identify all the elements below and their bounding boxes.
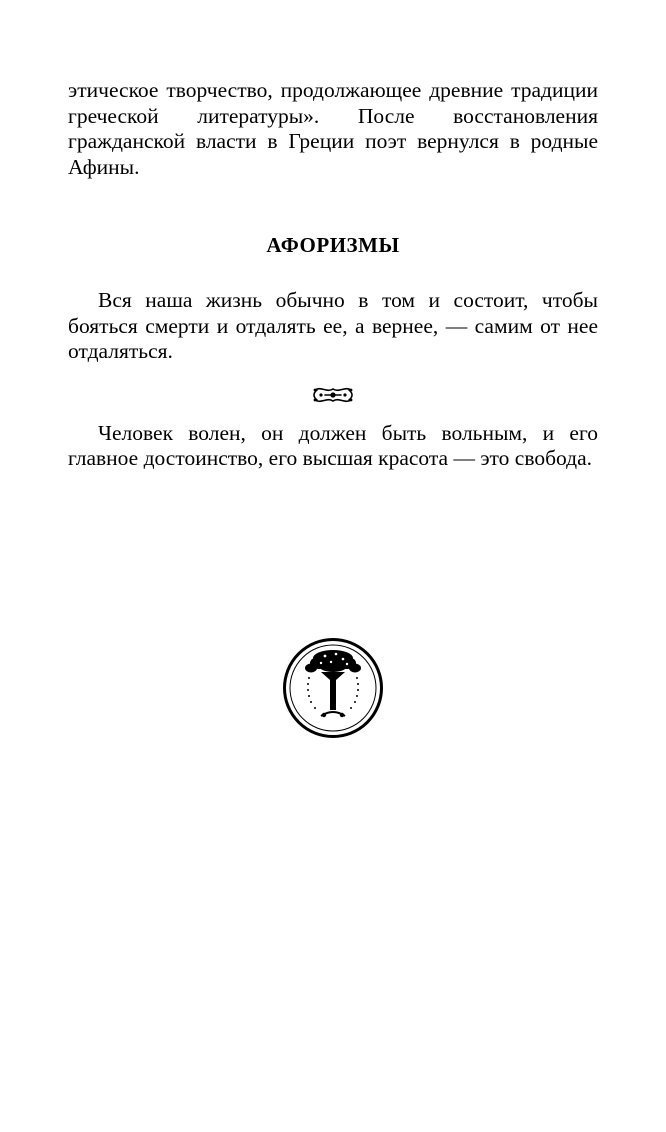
ornament-divider-icon <box>68 383 598 407</box>
intro-paragraph: этическое творчество, продолжающее древние традиции греческой литературы». После восстановления гражданской власти в Греции поэт вернулся в родные Афины. <box>68 78 598 179</box>
section-heading: АФОРИЗМЫ <box>266 233 400 257</box>
aphorism-2: Человек волен, он должен быть вольным, и его главное достоинство, его высшая красота — это свобода. <box>68 420 598 470</box>
tree-in-circle-emblem-icon <box>281 636 385 740</box>
page-content <box>68 78 598 472</box>
aphorism-1: Вся наша жизнь обычно в том и состоит, чтобы бояться смерти и отдалять ее, а вернее, — самим от нее отдаляться. <box>68 288 598 363</box>
